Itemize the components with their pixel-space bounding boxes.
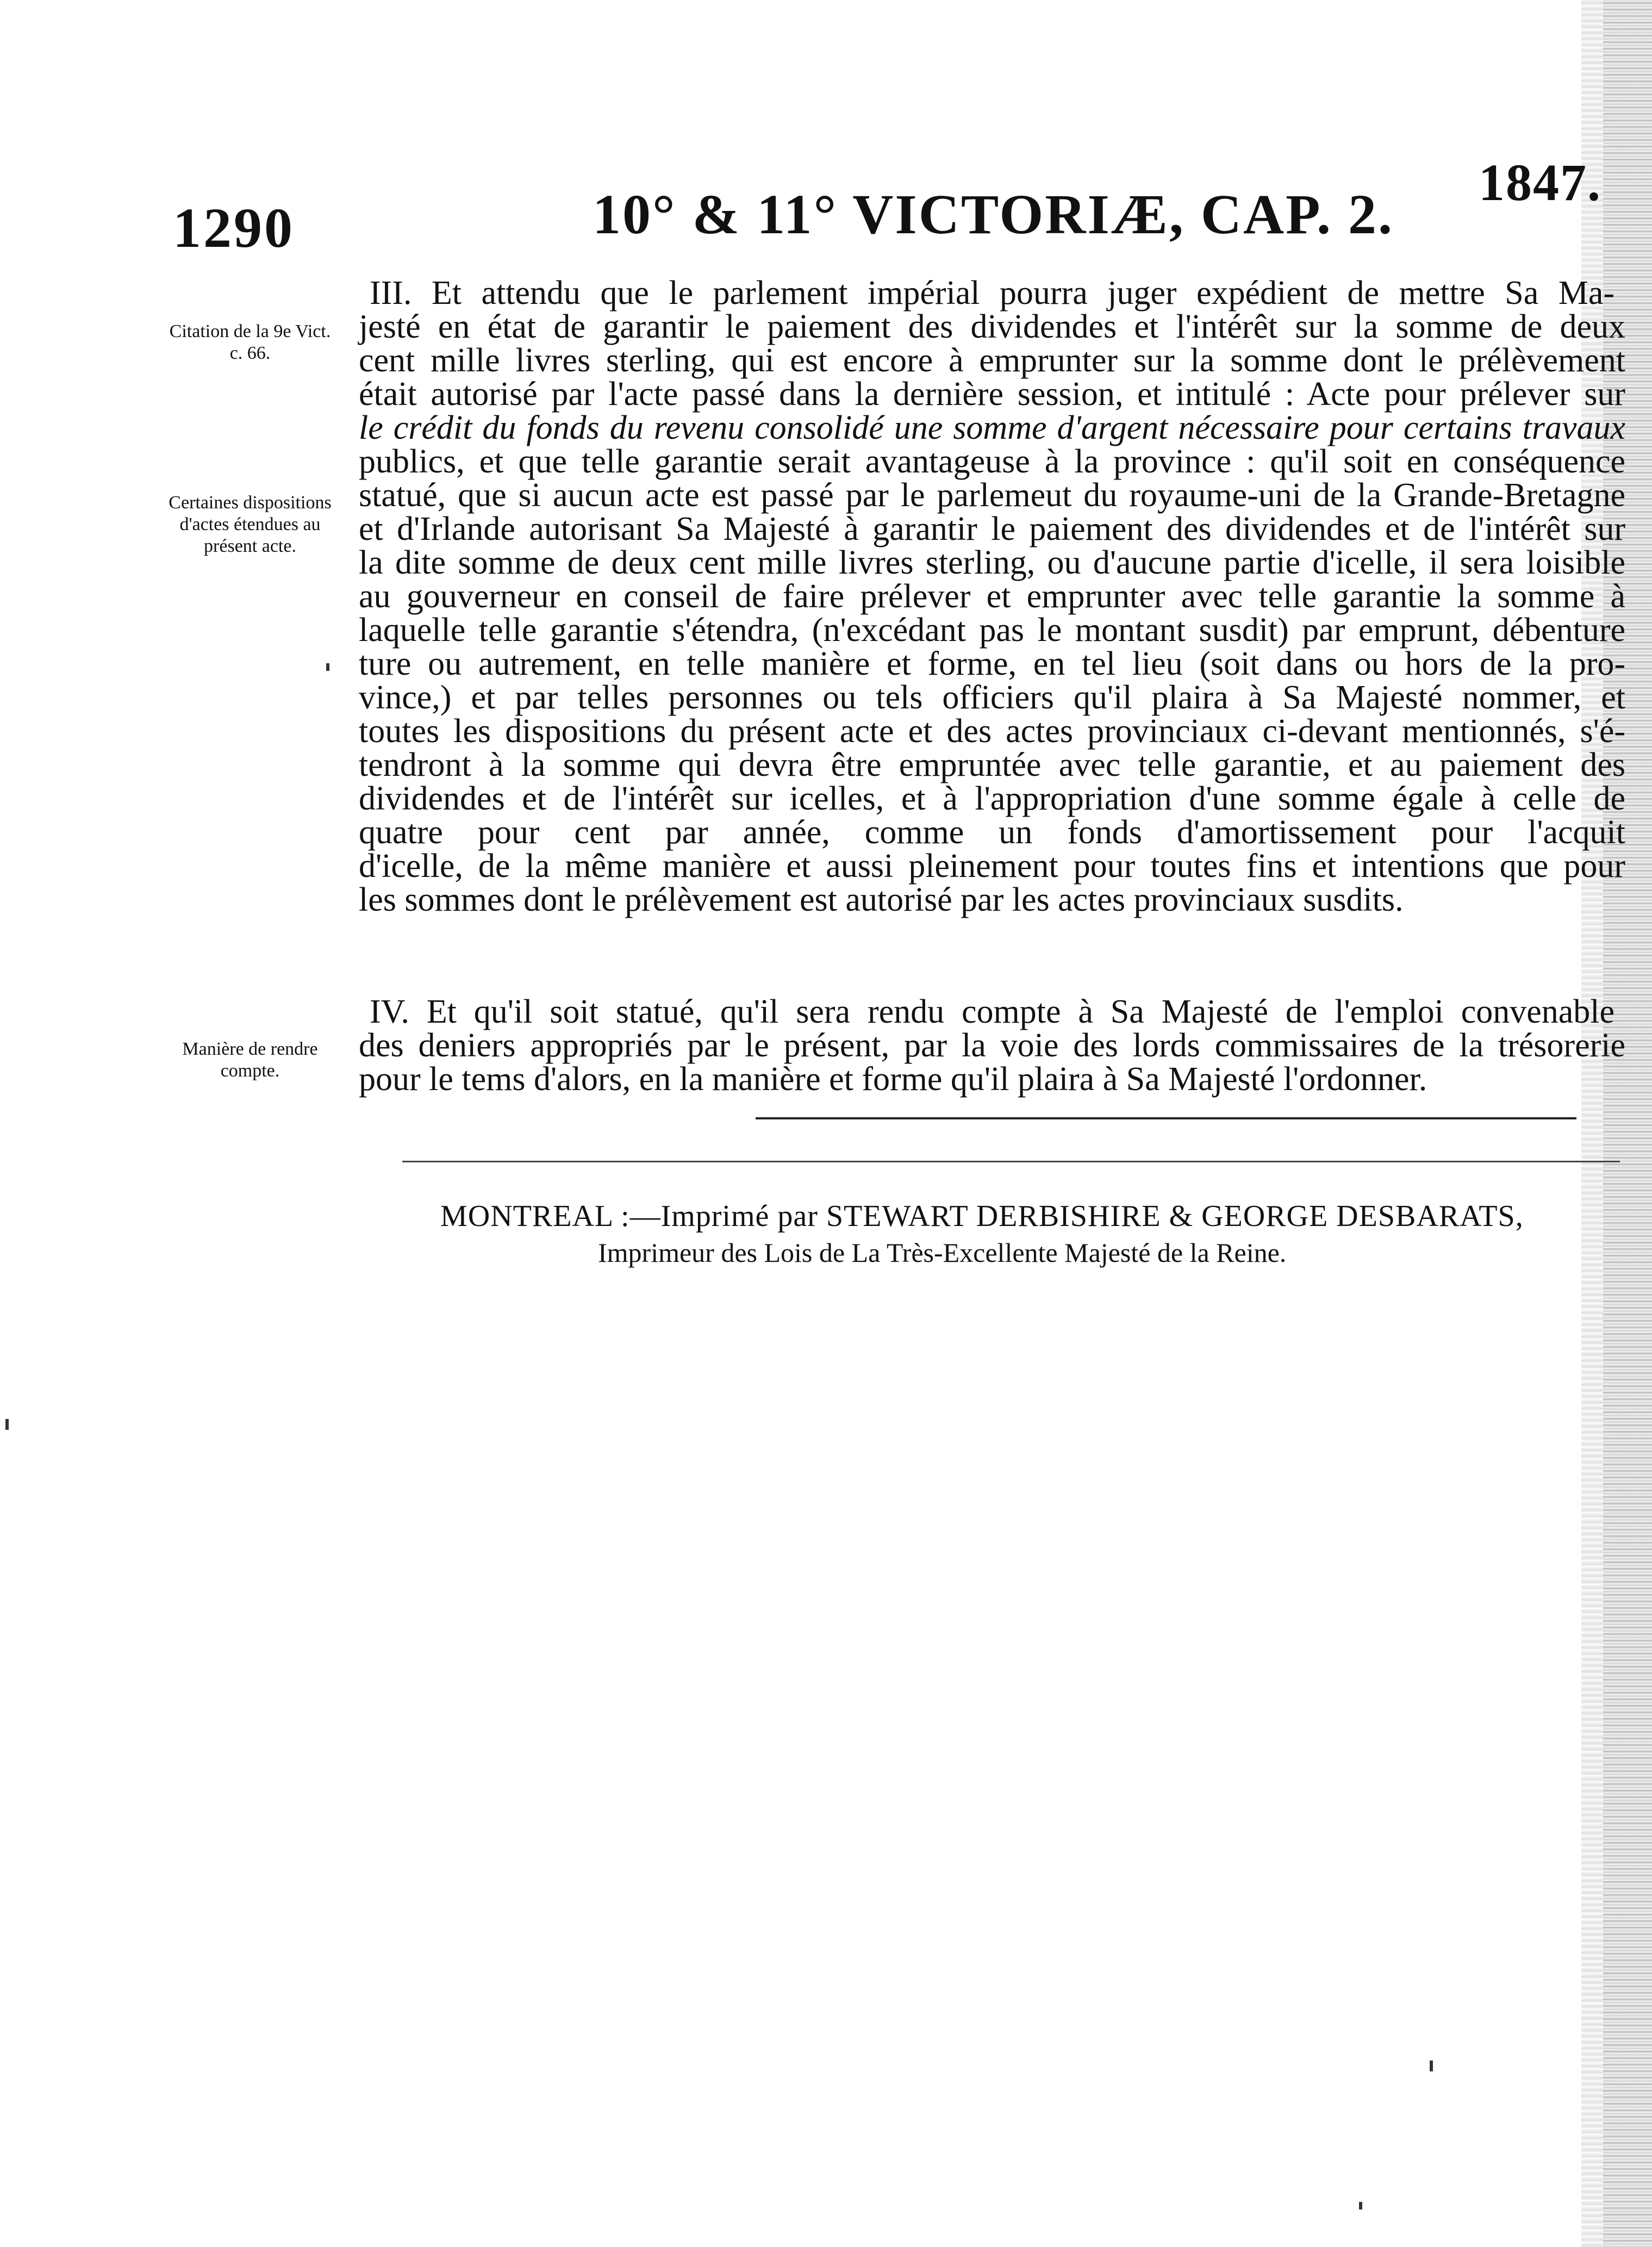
section-3-line: cent mille livres sterling, qui est encore à emprunter sur la somme dont le prélèvement [359,342,1625,379]
margin-note-rendre-compte: Manière de rendre compte. [182,1039,318,1081]
section-3-line: ture ou autrement, en telle manière et forme, en tel lieu (soit dans ou hors de la pro- [359,645,1625,682]
section-3-line: publics, et que telle garantie serait avantageuse à la province : qu'il soit en conséquence [359,443,1625,480]
margin-note-citation: Citation de la 9e Vict. c. 66. [169,321,331,363]
section-3-line: vince,) et par telles personnes ou tels officiers qu'il plaira à Sa Majesté nommer, et [359,679,1625,716]
section-3-line: et d'Irlande autorisant Sa Majesté à garantir le paiement des dividendes et de l'intérêt sur [359,511,1625,547]
section-4-line: IV. Et qu'il soit statué, qu'il sera rendu compte à Sa Majesté de l'emploi convenable [370,993,1614,1030]
section-3-line: dividendes et de l'intérêt sur icelles, et à l'appropriation d'une somme égale à celle de [359,780,1625,817]
scan-speck [1359,2202,1362,2209]
imprint-printers: MONTREAL :—Imprimé par STEWART DERBISHIRE & GEORGE DESBARATS, [440,1199,1524,1233]
margin-note-dispositions: Certaines dispositions d'actes étendues au présent acte. [169,493,332,556]
scan-speck [5,1419,9,1430]
section-4-line: des deniers appropriés par le présent, par la voie des lords commissaires de la trésorerie [359,1027,1625,1064]
section-4-line: pour le tems d'alors, en la manière et forme qu'il plaira à Sa Majesté l'ordonner. [359,1061,1427,1098]
imprint-title: Imprimeur des Lois de La Très-Excellente Majesté de la Reine. [598,1237,1287,1268]
section-3-line: jesté en état de garantir le paiement des dividendes et l'intérêt sur la somme de deux [359,308,1625,345]
section-3-line: laquelle telle garantie s'étendra, (n'excédant pas le montant susdit) par emprunt, débenture [359,612,1625,649]
section-3-line: était autorisé par l'acte passé dans la dernière session, et intitulé : Acte pour prélever sur [359,376,1625,413]
section-3-line: les sommes dont le prélèvement est autorisé par les actes provinciaux susdits. [359,881,1404,918]
section-3-line: quatre pour cent par année, comme un fonds d'amortissement pour l'acquit [359,814,1625,851]
scan-speck [326,663,329,671]
section-3-line: le crédit du fonds du revenu consolidé une somme d'argent nécessaire pour certains travaux [359,409,1625,446]
closing-rule [756,1117,1576,1119]
page-number: 1290 [173,197,295,259]
section-3-line: la dite somme de deux cent mille livres sterling, ou d'aucune partie d'icelle, il sera loisible [359,544,1625,581]
section-3-line: toutes les dispositions du présent acte et des actes provinciaux ci-devant mentionnés, s'é- [359,713,1625,750]
running-title: 10° & 11° VICTORIÆ, CAP. 2. [593,183,1394,246]
scan-speck [1430,2061,1433,2071]
section-3-line: tendront à la somme qui devra être empruntée avec telle garantie, et au paiement des [359,746,1625,783]
section-3-line: statué, que si aucun acte est passé par le parlemeut du royaume-uni de la Grande-Bretagne [359,477,1625,514]
section-3-line: au gouverneur en conseil de faire prélever et emprunter avec telle garantie la somme à [359,578,1625,615]
header-year: 1847. [1479,153,1601,211]
imprint-rule [402,1161,1620,1162]
section-3-line: III. Et attendu que le parlement impérial pourra juger expédient de mettre Sa Ma- [370,275,1614,312]
section-3-line: d'icelle, de la même manière et aussi pleinement pour toutes fins et intentions que pour [359,848,1625,885]
